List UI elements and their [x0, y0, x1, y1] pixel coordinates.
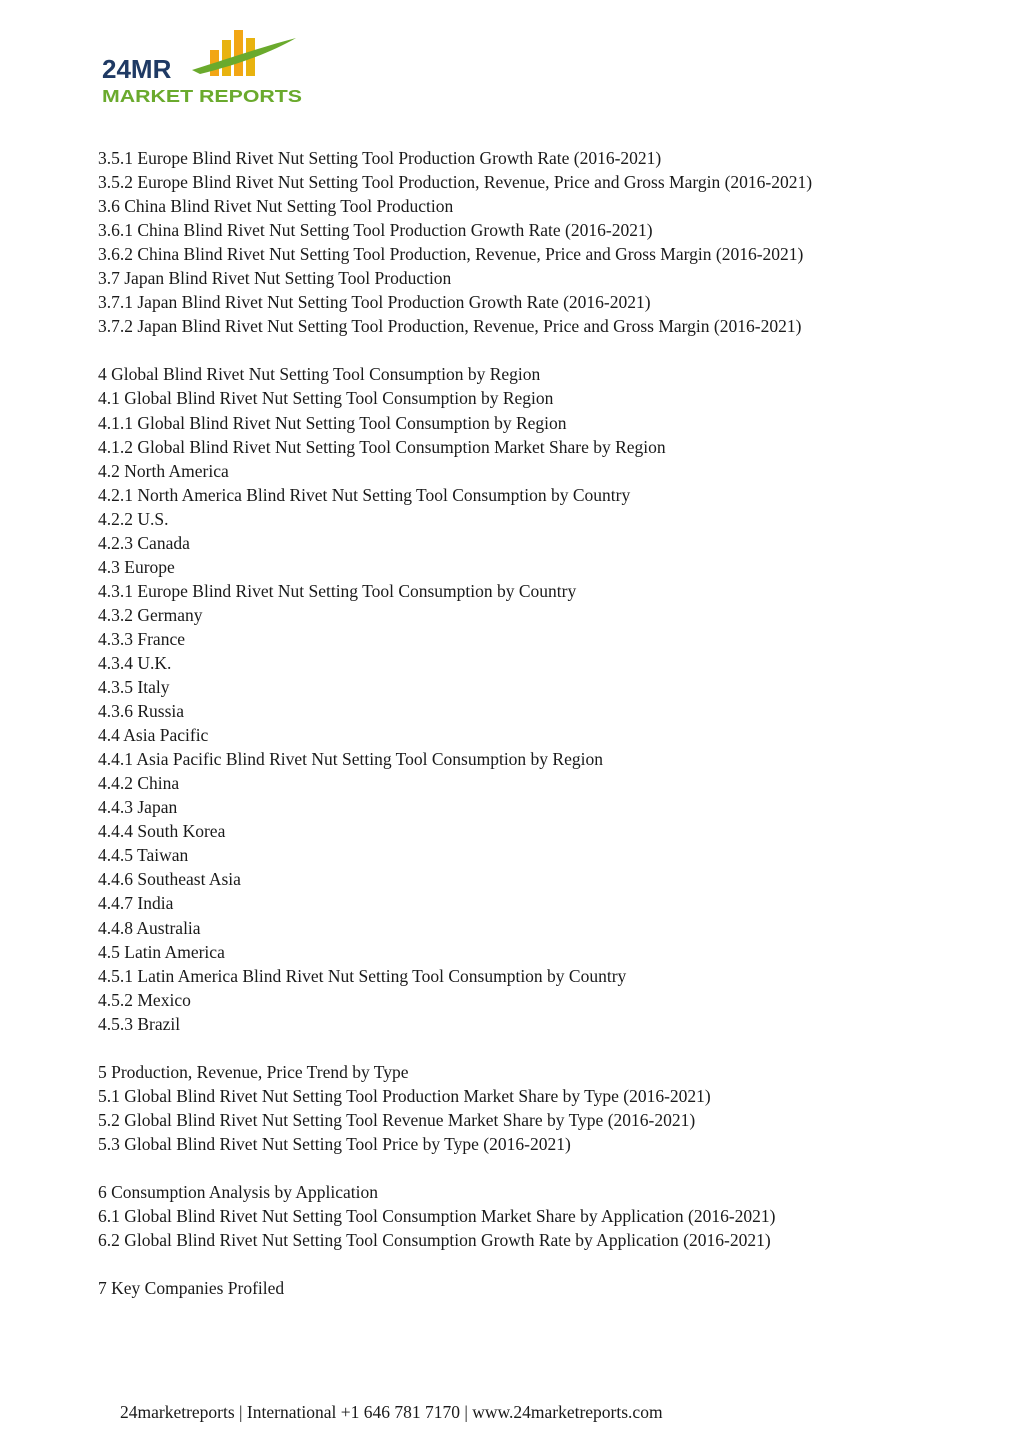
logo-name-text: MARKET REPORTS [102, 86, 302, 106]
section-spacer [98, 1156, 978, 1180]
toc-entry: 4.4.1 Asia Pacific Blind Rivet Nut Setting Tool Consumption by Region [98, 749, 603, 770]
section-spacer [98, 1252, 978, 1276]
toc-entry: 5.1 Global Blind Rivet Nut Setting Tool Production Market Share by Type (2016-2021) [98, 1085, 711, 1106]
toc-entry: 4.4.2 China [98, 773, 180, 794]
toc-entry: 4 Global Blind Rivet Nut Setting Tool Consumption by Region [98, 364, 541, 385]
toc-entry: 3.5.2 Europe Blind Rivet Nut Setting Tool Production, Revenue, Price and Gross Margin (2016-2021) [98, 172, 813, 193]
toc-entry: 4.1.1 Global Blind Rivet Nut Setting Tool Consumption by Region [98, 412, 567, 433]
toc-entry: 6.1 Global Blind Rivet Nut Setting Tool Consumption Market Share by Application (2016-2021) [98, 1206, 776, 1227]
toc-entry: 4.5.2 Mexico [98, 989, 191, 1010]
toc-entry: 3.7.2 Japan Blind Rivet Nut Setting Tool Production, Revenue, Price and Gross Margin (2016-2021) [98, 316, 802, 337]
brand-logo [100, 28, 310, 108]
logo-mark-text: 24MR [102, 54, 172, 84]
toc-entry: 4.4.3 Japan [98, 797, 178, 818]
toc-entry: 4.4 Asia Pacific [98, 725, 209, 746]
page-footer: 24marketreports | International +1 646 781 7170 | www.24marketreports.com [120, 1402, 663, 1422]
toc-entry: 4.1 Global Blind Rivet Nut Setting Tool Consumption by Region [98, 388, 554, 409]
toc-entry: 4.4.4 South Korea [98, 821, 226, 842]
toc-entry: 4.3.4 U.K. [98, 652, 172, 673]
toc-entry: 4.5.3 Brazil [98, 1013, 181, 1034]
logo-swoosh [192, 38, 296, 74]
toc-entry: 5.2 Global Blind Rivet Nut Setting Tool Revenue Market Share by Type (2016-2021) [98, 1109, 696, 1130]
toc-entry: 4.3 Europe [98, 556, 175, 577]
toc-entry: 4.4.6 Southeast Asia [98, 869, 241, 890]
toc-entry: 6.2 Global Blind Rivet Nut Setting Tool Consumption Growth Rate by Application (2016-2021) [98, 1230, 771, 1251]
toc-entry: 4.1.2 Global Blind Rivet Nut Setting Tool Consumption Market Share by Region [98, 436, 666, 457]
toc-entry: 4.3.1 Europe Blind Rivet Nut Setting Tool Consumption by Country [98, 580, 577, 601]
toc-entry: 5 Production, Revenue, Price Trend by Type [98, 1061, 409, 1082]
logo-graphic [100, 28, 310, 108]
toc-entry: 4.2.2 U.S. [98, 508, 169, 529]
toc-entry: 3.6 China Blind Rivet Nut Setting Tool Production [98, 196, 454, 217]
toc-entry: 4.3.6 Russia [98, 701, 185, 722]
toc-entry: 4.3.3 France [98, 628, 185, 649]
section-spacer [98, 1036, 978, 1060]
toc-entry: 3.7.1 Japan Blind Rivet Nut Setting Tool Production Growth Rate (2016-2021) [98, 292, 651, 313]
toc-entry: 4.3.5 Italy [98, 677, 170, 698]
toc-entry: 3.5.1 Europe Blind Rivet Nut Setting Tool Production Growth Rate (2016-2021) [98, 148, 662, 168]
toc-entry: 3.7 Japan Blind Rivet Nut Setting Tool Production [98, 268, 452, 289]
toc-entry: 4.2 North America [98, 460, 229, 481]
section-spacer [98, 338, 978, 362]
toc-entry: 4.2.3 Canada [98, 532, 190, 553]
toc-entry: 3.6.2 China Blind Rivet Nut Setting Tool Production, Revenue, Price and Gross Margin (2016-2021) [98, 244, 804, 265]
toc-entry: 4.5 Latin America [98, 941, 225, 962]
logo-bar-3 [234, 30, 243, 76]
toc-entry: 4.4.5 Taiwan [98, 845, 189, 866]
toc-entry: 4.4.7 India [98, 893, 174, 914]
toc-entry: 4.4.8 Australia [98, 917, 201, 938]
toc-entry: 6 Consumption Analysis by Application [98, 1182, 379, 1203]
toc-entry: 4.5.1 Latin America Blind Rivet Nut Setting Tool Consumption by Country [98, 965, 627, 986]
toc-entry: 5.3 Global Blind Rivet Nut Setting Tool Price by Type (2016-2021) [98, 1133, 571, 1154]
table-of-contents [98, 146, 978, 1300]
toc-entry: 7 Key Companies Profiled [98, 1278, 285, 1299]
toc-entry: 4.3.2 Germany [98, 604, 203, 625]
toc-entry: 3.6.1 China Blind Rivet Nut Setting Tool Production Growth Rate (2016-2021) [98, 220, 653, 241]
toc-entry: 4.2.1 North America Blind Rivet Nut Setting Tool Consumption by Country [98, 484, 631, 505]
